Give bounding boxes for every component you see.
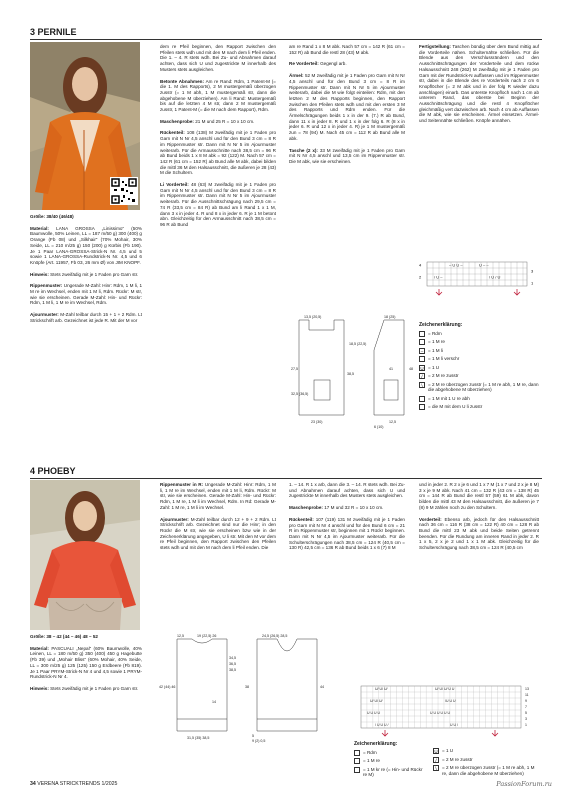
legend-text: = 2 M re überzogen zusstr (= 1 M re abh, 1 M re, dann die abgehobene M überziehen) — [442, 765, 535, 776]
legend-symbol: / — [433, 757, 439, 763]
pernile-column-4 — [419, 44, 539, 130]
legend-item — [419, 331, 541, 337]
legend-symbol: U — [434, 749, 438, 754]
svg-text:U U /: U U / — [450, 723, 458, 727]
dim-front-h: 41 — [389, 367, 393, 371]
chart-row-label: 1 — [525, 723, 527, 727]
legend-text: = 1 M li — [428, 347, 443, 353]
pernile-column-2 — [160, 44, 276, 234]
chart-row-label: 1 — [531, 280, 534, 286]
qr-code[interactable] — [110, 177, 138, 205]
legend-text: = 2 M re überzogen zusstr (= 1 M re abh, 1 M re, dann die abgehobene M überziehen) — [428, 381, 539, 393]
dim-p4-front-top: 24,5 (26,5) 28,5 — [262, 634, 288, 638]
pernile-material: Material: LANA GROSSA „Linissimo“ (50% Baumwolle, 50% Leinen, LL = 187 m/50 g) 300 (400) g Orange (Fb 08) und „Silkhair“ (70% Mohair, 30% Seide, LL = 210 m/25 g) 150 (200) g Kürbis (Fb 190). Je 1 Paar LANA-GROSSA-Strick-N Nr. 4,5 und 5 sowie 1 LANA-GROSSA-Rundstrick-N Nr. 4,5 und 6 Knöpfe (Art. 11957, Fb 03, 26 mm Ø) von JIM KNOPF. — [30, 225, 142, 265]
legend-text: = 1 M mit 1 U re abh — [428, 395, 470, 401]
phoeby-hint: Hinweis: Stets zweifädig mit je 1 Faden pro Garn str. — [30, 685, 139, 691]
legend-text: = Rdm — [363, 749, 377, 755]
legend-symbol: U — [420, 365, 424, 371]
legend-text: = 1 M kr re (= Hin- und Rückr re M) — [363, 766, 423, 778]
phoeby-rib: Rippenmuster in R: Ungerade M-Zahl: Hinr: Rdm, 1 M li, 1 M re im Wechsel, enden mit 1 M li, Rdm. Rückr: M str, wie sie erscheinen. Gerade M-Zahl: Hin- und Rückr: Rdm, 1 M re, 1 M li im Wechsel, Rdm. In Rd: Gerade M-Zahl: 1 M re, 1 M li im Wechsel. — [160, 482, 276, 510]
dim-front-w: 12,5 — [389, 420, 396, 424]
pernile-col3-text: am re Rand 1 x 8 M abk. Nach 57 cm = 142 R (61 cm = 152 R) ab Bund die restl 28 (43) M abk. — [289, 44, 405, 55]
pernile-legend — [419, 323, 541, 413]
dim-front-side: 48 — [409, 367, 413, 371]
pernile-eyelet: Ajourmuster: M-Zahl teilbar durch 15 + 1 + 2 Rdm. Lt Strickschrift arb. Gezeichnet ist jede R. Mit der M vor — [30, 312, 142, 323]
chart-row-label: 3 — [531, 268, 534, 274]
legend-text: = 2 M re zusstr — [442, 756, 473, 762]
legend-item — [354, 750, 424, 756]
dim-back-h: 38,5 — [347, 372, 354, 376]
dim-pocket: 18 (25) — [384, 315, 396, 319]
pernile-column-1 — [30, 214, 142, 330]
dim-p4-w: 31,5 (35) 38,5 — [187, 736, 210, 740]
svg-text:U – –: U – – — [479, 262, 489, 268]
pernile-rib: Rippenmuster: Ungerade M-Zahl: Hinr: Rdm, 1 M li, 1 M re im Wechsel, enden mit 1 M li, Rdm. Rückr: M str, wie sie erscheinen. Gerade M-Zahl: Hin- und Rückr: Rdm, 1 M li, 1 M re im Wechsel, Rdm. — [30, 283, 143, 306]
magazine-name: VERENA STRICKTRENDS 1/2025 — [37, 781, 118, 787]
svg-text:– U U –: – U U – — [449, 262, 463, 268]
dim-p4-front-side: 44 — [320, 685, 324, 689]
phoeby-column-3 — [289, 482, 405, 557]
svg-text:\ U / U: \ U / U — [489, 274, 501, 280]
page-footer — [30, 782, 117, 788]
svg-text:U/ U\ U/: U/ U\ U/ — [375, 687, 388, 691]
legend-item — [433, 748, 541, 754]
dim-back-w: 23 (30) — [311, 420, 323, 424]
legend-text: = 1 M re — [428, 339, 445, 345]
page-number: 34 — [30, 781, 36, 787]
model-photo-phoeby — [30, 480, 140, 630]
section-title-phoeby: 4 PHOEBY — [30, 466, 542, 479]
legend-symbol — [354, 750, 360, 756]
phoeby-front: Vorderteil: Ebenso arb, jedoch für den Halsausschnitt nach 36 cm = 116 R (38 cm = 122 R) 40 cm = 128 R ab Bund die mittl 23 M abk und beide Seiten getrennt beenden. Für die Rundung am inneren Rand in jeder 2. R 1 x 5, 2 x je 2 und 1 x 1 M abk. Gleichzeitig für die Schulterschrägung nach 38,5 cm = 124 R (40,5 cm — [419, 516, 539, 551]
chart-row-label: 4 — [419, 262, 422, 268]
pernile-col2-text: dem re Pfeil beginnen, den Rapport zwischen den Pfeilen stets wdh und mit den M nach dem li Pfeil enden. Die 1. – 4. R stets wdh. Bei Zu- und Abnahmen darauf achten, dass sich U und zugestrickte M innerhalb des Musters stets ausgleichen. — [160, 44, 276, 72]
pernile-back: Rückenteil: 108 (138) M zweifädig mit je 1 Faden pro Garn mit N Nr 4,5 anschl und für den Bund 3 cm = 8 R im Rippenmuster str. Dann mit N Nr 5 im Ajourmuster weiterarb. Für die Armausschnitte nach 38,5 cm = 96 R ab Bund beids 1 x 8 M abk = 92 (122) M. Nach 57 cm = 142 R (61 cm = 152 R) ab Bund alle M abk, dabei bilden die mittl 36 M den Halsausschnitt, die äußeren je 28 (43) M die Schultern. — [160, 130, 276, 176]
chart-row-label: 11 — [525, 693, 529, 697]
phoeby-schematic — [157, 633, 337, 745]
svg-text:U/ U\ U/ U U: U/ U\ U/ U U — [435, 687, 455, 691]
phoeby-column-4 — [419, 482, 539, 557]
legend-text: = 1 U — [442, 748, 454, 753]
svg-text:U U U U: U U U U — [367, 711, 381, 715]
legend-item — [419, 348, 541, 354]
legend-title: Zeichenerklärung: — [354, 741, 398, 747]
pernile-sleeves: Ärmel: 52 M zweifädig mit je 1 Faden pro Garn mit N Nr 4,5 anschl und für den Bund 3 cm = 8 R im Rippenmuster str. Dann mit N Nr 5 im Ajourmuster weiterarb, dabei die M wie folgt einteilen: Rdm, mit den letzten 2 M des Rapports beginnen, den Rapport zwischen den Pfeilen stets wdh und mit den ersten 3 M des Rapports und Rdm enden. Für die Ärmelschrägungen beids 1 x in der 9. (7.) R ab Bund, dann 11 x in jeder 8. R und 1 x in der folg 6. R (8 x in jeder 6. R und 12 x in jeder 4. R) je 1 M mustergemäß zun = 78 (94) M. Nach 45 cm = 112 R ab Bund alle M abk. — [289, 73, 406, 141]
phoeby-stitch-chart — [355, 684, 540, 740]
pernile-hint: Hinweis: Stets zweifädig mit je 1 Faden pro Garn str. — [30, 271, 139, 277]
chart-row-label: 9 — [525, 699, 527, 703]
pernile-column-3 — [289, 44, 405, 171]
dim-p4-bot: 14 — [212, 700, 216, 704]
dim-p4-h1: 34,5 — [229, 656, 236, 660]
dim-p4-front-h: 38 — [245, 685, 249, 689]
phoeby-material: Material: PASCUALI „Nepal“ (60% Baumwolle, 40% Leinen, LL = 180 m/50 g) 350 (400) 450 g Hagebutte (Fb 39) und „Mohair Bliss“ (60% Mohair, 40% Seide, LL = 300 m/25 g) 125 (125) 150 g Erdbeere (Fb 819). Je 1 Paar PRYM-Strick-N Nr 4 und 4,5 sowie 1 PRYM-Rundstrick-N Nr 4. — [30, 645, 142, 680]
dim-front-top: 18,5 (22,5) — [349, 342, 367, 346]
dim-p4-front-w: 5 — [252, 734, 254, 738]
pernile-front: Li Vorderteil: 48 (63) M zweifädig mit je 1 Faden pro Garn mit N Nr 4,5 anschl und für den Bund 3 cm = 8 R im Rippenmuster str. Dann mit N Nr 5 im Ajourmuster weiterarb. Für die Ausschnittschrägung nach 29,5 cm = 74 R (33,5 cm = 84 R) ab Bund am li Rand 1 x 1 M, dann 3 x in jeder 4. R und 8 x in jeder 6. R je 1 M betont abn. Gleichzeitig für den Armausschnitt nach 38,5 cm = 96 R ab Bund — [160, 182, 276, 227]
legend-item — [433, 757, 541, 763]
svg-text:U U U U U U: U U U U U U — [430, 711, 451, 715]
pernile-right-front: Re Vorderteil: Gegengl arb. — [289, 61, 347, 67]
legend-item — [419, 382, 541, 393]
dim-p4-back-top: 12,5 — [177, 634, 184, 638]
pernile-finish: Fertigstellung: Taschen bündig über dem Bund mittig auf die Vorderteile nähen. Schulternähte schließen. Für die Blende aus den Verschlussrändern und den Ausschnittschrägungen der Vorderteile und dem rückw Halsausschnitt 248 (262) M zweifädig mit je 1 Faden pro Garn mit der Rundstrick-N auffassen und im Rippenmuster str, dabei in die Blende des re Vorderteils nach 2 cm 6 Knopflöcher (= 2 M abk und in der folg R wieder dazu anschlagen) einarb. Das unterste Knopfloch nach 1 cm ab unterem Rand, das oberste bei Beginn der Ausschnittschrägung und die restl 4 Knopflöcher gleichmäßig vert dazwischen arb. Nach 4 cm ab Auffassen die M abk, wie sie erscheinen. Ärmel einsetzen. Ärmel- und Seitennähte schließen. Knöpfe annähen. — [419, 44, 539, 124]
dim-back-left2: 32,5 (36,5) — [291, 392, 309, 396]
legend-symbol: / — [419, 373, 425, 379]
svg-text:/ U U U /: / U U U / — [375, 723, 389, 727]
svg-text:U/ U\ U/: U/ U\ U/ — [370, 699, 383, 703]
legend-symbol: \ — [419, 382, 425, 388]
legend-text: = 1 M re — [363, 758, 380, 764]
legend-text: = die M mit dem U li zusstr — [428, 404, 483, 410]
legend-symbol — [419, 396, 425, 402]
dim-p4-front-w2: 9 (2) 0,5 — [252, 739, 266, 743]
phoeby-col3-text: 1. – 14. R 1 x arb, dann die 3. – 14. R stets wdh. Bei Zu- und Abnahmen darauf achten, dass sich U und zugestrickte M innerhalb des Musters stets ausgleichen. — [289, 482, 405, 499]
pernile-decrease: Betonte Abnahmen: Am re Rand: Rdm, 1 Patent-M (= die 1. M des Rapports), 2 M mustergemäß überzogen zusstr (= 1 M abh, 1 M mustergemäß str, dann die abgehobene M überziehen). Am li Rand: Mustergemäß bis auf die letzten 4 M str, dann 2 M mustergemäß zusstr, 1 Patent-M (= die M nach dem Rapport), Rdm. — [160, 78, 276, 113]
legend-title: Zeichenerklärung: — [419, 322, 463, 328]
phoeby-gauge: Maschenprobe: 17 M und 32 R = 10 x 10 cm. — [289, 505, 384, 511]
chart-row-label: 3 — [525, 717, 527, 721]
legend-text: = 1 M li verschr — [428, 356, 460, 362]
legend-item — [419, 365, 541, 371]
dim-back-top: 13,5 (20,5) — [304, 315, 322, 319]
phoeby-legend-a — [354, 742, 424, 781]
legend-text: = 1 U — [428, 364, 440, 370]
legend-item — [354, 767, 424, 778]
legend-item — [419, 339, 541, 345]
phoeby-column-1 — [30, 634, 142, 698]
dim-p4-h2: 36,5 — [229, 662, 236, 666]
pernile-schematic — [289, 310, 419, 432]
legend-symbol — [419, 356, 425, 362]
legend-symbol — [354, 767, 360, 773]
legend-symbol — [354, 758, 360, 764]
pernile-size: Größe: 38/40 (46/48) — [30, 214, 74, 219]
phoeby-legend-b — [433, 748, 541, 779]
legend-item — [354, 758, 424, 764]
pernile-stitch-chart — [419, 258, 541, 300]
legend-symbol: – — [420, 348, 424, 354]
legend-symbol — [419, 331, 425, 337]
dim-front-rib: 6 (10) — [374, 425, 384, 429]
legend-item — [419, 373, 541, 379]
legend-item — [433, 765, 541, 776]
svg-text:\U U U: \U U U — [445, 699, 456, 703]
legend-item — [419, 356, 541, 362]
section-title-pernile: 3 PERNILE — [30, 27, 542, 40]
legend-symbol — [419, 339, 425, 345]
dim-p4-h3: 38,5 — [229, 668, 236, 672]
chart-row-label: 13 — [525, 687, 529, 691]
legend-text: = 2 M re zusstr — [428, 373, 459, 379]
legend-item — [419, 404, 541, 410]
phoeby-column-2 — [160, 482, 276, 557]
legend-symbol: \ — [433, 765, 439, 771]
phoeby-eyelet: Ajourmuster: M-Zahl teilbar durch 12 + 9 + 2 Rdm. Lt Strickschrift arb. Gezeichnet sind nur die Hinr; in den Rückr die M str, wie sie erscheinen bzw wie in der Zeichenerklärung angegeben, U li str. Mit den M vor dem re Pfeil beginnen, den Rapport zwischen den Pfeilen stets wdh und mit den M nach dem li Pfeil enden. Die — [160, 516, 276, 551]
legend-symbol — [419, 404, 425, 410]
phoeby-size: Größe: 38 – 42 (44 – 46) 48 – 52 — [30, 634, 98, 639]
watermark: PassionForum.ru — [496, 780, 552, 788]
dim-p4-back-top2: 19 (22,5) 26 — [197, 634, 217, 638]
phoeby-back: Rückenteil: 107 (119) 131 M zweifädig mit je 1 Faden pro Garn mit N Nr 4 anschl und für den Bund 6 cm = 21 R im Rippenmuster str, beginnen mit 1 Rückr beginnen. Dann mit N Nr 4,5 im Ajourmuster weiterarb. Für die Schulterschrägungen nach 38,5 cm = 124 R (40,5 cm = 130 R) 42,5 cm = 136 R ab Bund beids 1 x 6 (7) 8 M — [289, 516, 405, 551]
legend-text: = Rdm — [428, 330, 442, 336]
dim-p4-side: 42 (44) 46 — [159, 685, 176, 689]
chart-row-label: 2 — [419, 274, 422, 280]
phoeby-col4-text: und in jeder 2. R 2 x je 6 und 1 x 7 M (1 x 7 und 2 x je 8 M) 3 x je 9 M abk. Nach 41 cm = 132 R (43 cm = 138 R) 45 cm = 144 R ab Bund die restl 57 (59) 61 M abk, davon bilden die mittl 43 M den Halsausschnitt, die äußeren je 7 (8) 9 M zählen noch zu den Schultern. — [419, 482, 539, 510]
chart-row-label: 5 — [525, 711, 527, 715]
chart-row-label: 7 — [525, 705, 527, 709]
svg-text:/ U –: / U – — [434, 274, 443, 280]
legend-item — [419, 396, 541, 402]
pernile-pocket: Tasche (2 x): 33 M zweifädig mit je 1 Faden pro Garn mit N Nr 4,5 anschl und 13,5 cm im Rippenmuster str. Die M abk, wie sie erscheinen. — [289, 147, 405, 164]
pernile-gauge: Maschenprobe: 21 M und 25 R = 10 x 10 cm. — [160, 118, 255, 124]
dim-back-left: 27,5 — [291, 367, 298, 371]
